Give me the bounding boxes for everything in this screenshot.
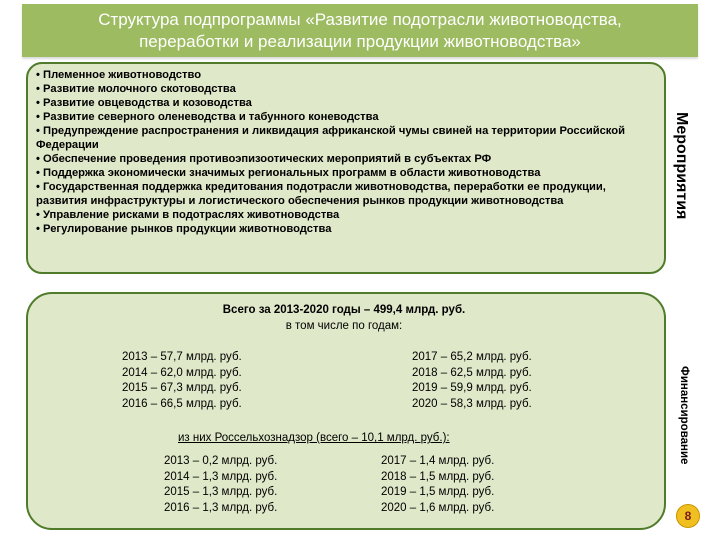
year-item: 2019 – 1,5 млрд. руб. — [381, 486, 495, 498]
page-number-badge: 8 — [676, 504, 700, 528]
year-item: 2020 – 1,6 млрд. руб. — [381, 501, 495, 514]
year-item: 2018 – 62,5 млрд. руб. — [412, 366, 532, 379]
list-item: • Развитие молочного скотоводства — [36, 83, 236, 95]
year-item: 2016 – 1,3 млрд. руб. — [164, 501, 278, 514]
year-item: 2015 – 1,3 млрд. руб. — [164, 486, 278, 498]
list-item: • Предупреждение распространения и ликвидация африканской чумы свиней на территории Российской Федерации — [36, 125, 625, 151]
year-item: 2020 – 58,3 млрд. руб. — [412, 397, 532, 410]
activities-side-label: Мероприятия — [673, 112, 690, 220]
list-item: • Государственная поддержка кредитования подотрасли животноводства, переработки ее продукции, развития инфраструктуры и логистического обеспечения рынков продукции животноводства — [36, 181, 606, 207]
rsn-title: из них Россельхознадзор (всего – 10,1 млрд. руб.): — [178, 432, 450, 444]
title-bar — [22, 4, 698, 57]
page-title: Структура подпрограммы «Развитие подотрасли животноводства, переработки и реализации продукции животноводства» — [98, 9, 622, 51]
years-left-list — [122, 350, 242, 412]
list-item: • Обеспечение проведения противоэпизоотических мероприятий в субъектах РФ — [36, 153, 492, 165]
year-item: 2014 – 62,0 млрд. руб. — [122, 366, 242, 379]
rsn-right-list — [381, 454, 494, 516]
years-right-list — [412, 350, 532, 412]
year-item: 2017 – 1,4 млрд. руб. — [381, 455, 495, 467]
list-item: • Племенное животноводство — [36, 69, 202, 81]
list-item: • Поддержка экономически значимых региональных программ в области животноводства — [36, 167, 541, 179]
financing-side-label: Финансирование — [678, 365, 690, 465]
year-item: 2015 – 67,3 млрд. руб. — [122, 382, 242, 394]
year-item: 2017 – 65,2 млрд. руб. — [412, 351, 532, 363]
year-item: 2019 – 59,9 млрд. руб. — [412, 382, 532, 394]
year-item: 2014 – 1,3 млрд. руб. — [164, 470, 278, 483]
list-item: • Развитие овцеводства и козоводства — [36, 97, 252, 109]
list-item: • Развитие северного оленеводства и табунного коневодства — [36, 111, 379, 123]
rsn-left-list — [164, 454, 277, 516]
list-item: • Управление рисками в подотраслях животноводства — [36, 209, 340, 221]
year-item: 2018 – 1,5 млрд. руб. — [381, 470, 495, 483]
financing-total: Всего за 2013-2020 годы – 499,4 млрд. руб. — [222, 304, 466, 316]
year-item: 2013 – 0,2 млрд. руб. — [164, 455, 278, 467]
year-item: 2016 – 66,5 млрд. руб. — [122, 397, 242, 410]
financing-subtitle: в том числе по годам: — [285, 320, 403, 332]
list-item: • Регулирование рынков продукции животноводства — [36, 223, 332, 235]
year-item: 2013 – 57,7 млрд. руб. — [122, 351, 242, 363]
activities-list — [36, 68, 636, 236]
